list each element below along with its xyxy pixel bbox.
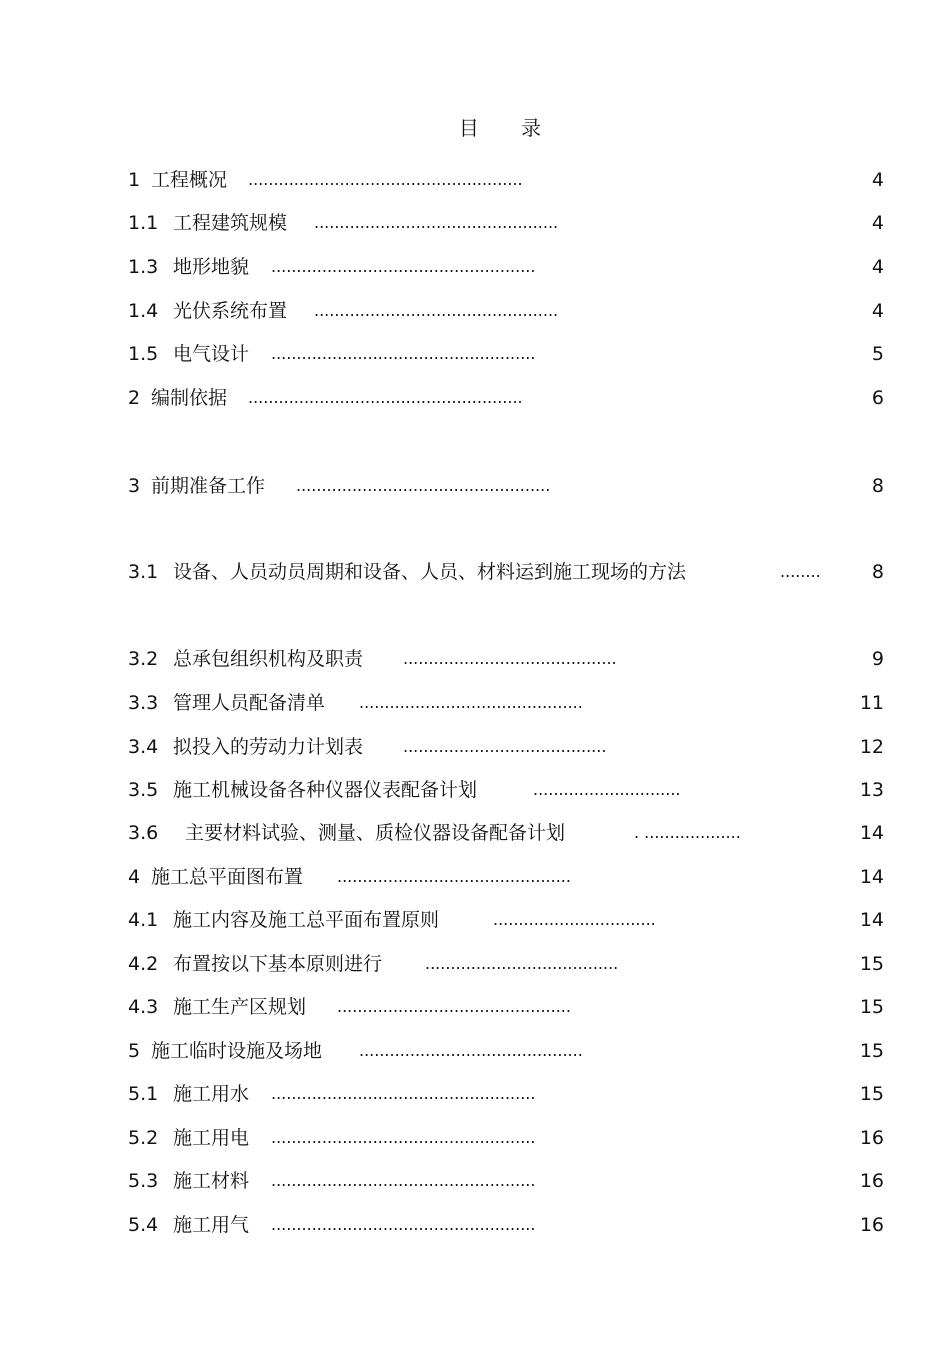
- toc-entry-title: 设备、人员动员周期和设备、人员、材料运到施工现场的方法: [173, 561, 687, 583]
- toc-entry: [128, 688, 884, 718]
- toc-entry: [128, 1079, 884, 1109]
- toc-entry-title: 前期准备工作: [151, 475, 266, 497]
- toc-entry-title: 地形地貌: [173, 256, 250, 278]
- toc-entry-page: 4: [871, 169, 884, 191]
- toc-entry-title: 布置按以下基本原则进行: [173, 953, 383, 975]
- toc-entry-page: 13: [859, 779, 884, 801]
- toc-entry-number: 4.1: [128, 909, 159, 931]
- toc-entry-title: 施工用电: [173, 1127, 250, 1149]
- toc-entry-title: 电气设计: [173, 343, 250, 365]
- toc-entry-leader: . ...................: [634, 823, 741, 842]
- toc-entry: [128, 862, 884, 892]
- toc-entry-title: 拟投入的劳动力计划表: [173, 736, 364, 758]
- toc-entry-page: 16: [859, 1214, 884, 1236]
- toc-entry-page: 15: [859, 996, 884, 1018]
- toc-entry: [128, 732, 884, 762]
- toc-entry-title: 总承包组织机构及职责: [173, 648, 364, 670]
- toc-entry-page: 5: [871, 343, 884, 365]
- toc-entry-number: 1.4: [128, 300, 159, 322]
- toc-entry-leader: ......................................: [425, 954, 619, 973]
- toc-entry-leader: ................................................: [314, 301, 559, 320]
- toc-entry-title: 光伏系统布置: [173, 300, 288, 322]
- toc-entry-number: 5.4: [128, 1214, 159, 1236]
- toc-entry-page: 12: [859, 736, 884, 758]
- toc-entry: [128, 557, 884, 587]
- toc-entry-page: 8: [871, 475, 884, 497]
- toc-entry-leader: ....................................................: [271, 1215, 536, 1234]
- toc-entry-leader: ..........................................: [403, 649, 617, 668]
- toc-entry: [128, 818, 884, 848]
- toc-entry-leader: ..............................................: [337, 867, 571, 886]
- toc-entry-number: 3.1: [128, 561, 159, 583]
- toc-entry-title: 施工总平面图布置: [151, 866, 304, 888]
- toc-entry: [128, 1166, 884, 1196]
- toc-entry: [128, 1036, 884, 1066]
- toc-entry-page: 4: [871, 212, 884, 234]
- toc-entry-leader: ......................................................: [248, 170, 523, 189]
- toc-entry-title: 工程建筑规模: [173, 212, 288, 234]
- toc-entry: [128, 775, 884, 805]
- toc-entry-number: 3.6: [128, 822, 159, 844]
- toc-entry-leader: .............................: [533, 780, 681, 799]
- toc-entry-title: 施工生产区规划: [173, 996, 307, 1018]
- toc-entry-leader: ....................................................: [271, 1084, 536, 1103]
- toc-entry-number: 4.2: [128, 953, 159, 975]
- toc-entry-leader: ........: [780, 562, 821, 581]
- toc-entry-number: 1.5: [128, 343, 159, 365]
- toc-entry: [128, 296, 884, 326]
- toc-entry-leader: ........................................: [403, 737, 607, 756]
- toc-entry-page: 16: [859, 1127, 884, 1149]
- toc-entry-number: 5.1: [128, 1083, 159, 1105]
- toc-entry-page: 8: [871, 561, 884, 583]
- toc-entry-title: 施工材料: [173, 1170, 250, 1192]
- toc-entry-leader: ....................................................: [271, 257, 536, 276]
- toc-entry-number: 2: [128, 387, 141, 409]
- toc-entry-number: 5.3: [128, 1170, 159, 1192]
- toc-entry-page: 9: [871, 648, 884, 670]
- toc-entry-title: 施工临时设施及场地: [151, 1040, 323, 1062]
- toc-entry-page: 6: [871, 387, 884, 409]
- toc-entry-page: 14: [859, 822, 884, 844]
- toc-entry: [128, 471, 884, 501]
- toc-entry-title: 施工用气: [173, 1214, 250, 1236]
- toc-entry-number: 4: [128, 866, 141, 888]
- toc-entry-number: 3.3: [128, 692, 159, 714]
- toc-entry-page: 11: [859, 692, 884, 714]
- toc-entry-number: 4.3: [128, 996, 159, 1018]
- toc-entry-number: 5.2: [128, 1127, 159, 1149]
- toc-entry-leader: ....................................................: [271, 1128, 536, 1147]
- toc-entry-number: 1.1: [128, 212, 159, 234]
- toc-entry-leader: ............................................: [359, 693, 583, 712]
- toc-entry: [128, 165, 884, 195]
- toc-entry-leader: ....................................................: [271, 1171, 536, 1190]
- toc-entry-leader: ..................................................: [296, 476, 551, 495]
- toc-entry-page: 14: [859, 909, 884, 931]
- toc-entry: [128, 644, 884, 674]
- toc-entry-title: 施工用水: [173, 1083, 250, 1105]
- toc-entry-number: 3.4: [128, 736, 159, 758]
- toc-entry-leader: ......................................................: [248, 388, 523, 407]
- toc-entry-number: 3.5: [128, 779, 159, 801]
- toc-entry-title: 管理人员配备清单: [173, 692, 326, 714]
- toc-entry-page: 16: [859, 1170, 884, 1192]
- toc-entry-title: 工程概况: [151, 169, 228, 191]
- toc-entry: [128, 383, 884, 413]
- toc-entry: [128, 905, 884, 935]
- toc-entry-page: 15: [859, 953, 884, 975]
- toc-entry-page: 14: [859, 866, 884, 888]
- toc-entry-leader: ................................................: [314, 213, 559, 232]
- toc-entry-number: 3.2: [128, 648, 159, 670]
- toc-entry-title: 施工内容及施工总平面布置原则: [173, 909, 440, 931]
- toc-entry-number: 1.3: [128, 256, 159, 278]
- toc-entry-number: 5: [128, 1040, 141, 1062]
- toc-entry-page: 15: [859, 1040, 884, 1062]
- toc-entry-title: 主要材料试验、测量、质检仪器设备配备计划: [185, 822, 566, 844]
- toc-entry-number: 3: [128, 475, 141, 497]
- toc-entry-leader: ..............................................: [337, 997, 571, 1016]
- toc-entry: [128, 992, 884, 1022]
- toc-entry: [128, 252, 884, 282]
- toc-entry: [128, 339, 884, 369]
- toc-entry-page: 15: [859, 1083, 884, 1105]
- toc-entry-leader: ............................................: [359, 1041, 583, 1060]
- toc-entry-page: 4: [871, 256, 884, 278]
- toc-entry-leader: ....................................................: [271, 344, 536, 363]
- toc-entry: [128, 208, 884, 238]
- toc-entry-title: 施工机械设备各种仪器仪表配备计划: [173, 779, 478, 801]
- toc-entry: [128, 949, 884, 979]
- toc-entry-leader: ................................: [493, 910, 656, 929]
- toc-title: 目 录: [458, 116, 560, 140]
- toc-entry-page: 4: [871, 300, 884, 322]
- toc-entry-title: 编制依据: [151, 387, 228, 409]
- toc-entry: [128, 1210, 884, 1240]
- toc-entry: [128, 1123, 884, 1153]
- toc-entry-number: 1: [128, 169, 141, 191]
